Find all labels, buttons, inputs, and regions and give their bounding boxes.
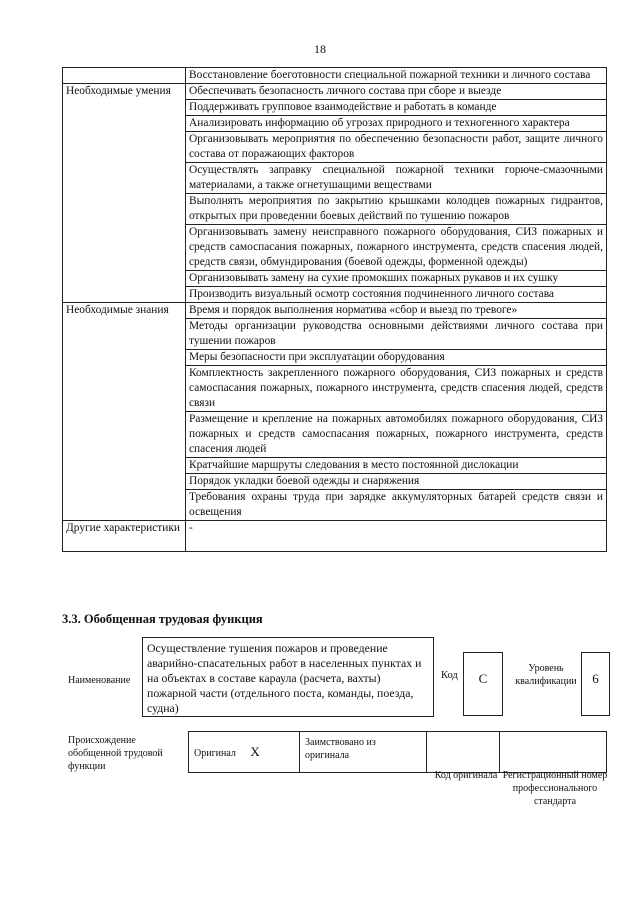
reg-number-cell bbox=[500, 732, 607, 773]
skills-label: Необходимые умения bbox=[63, 84, 186, 303]
table-cell: Восстановление боеготовности специальной пожарной техники и личного состава bbox=[186, 68, 607, 84]
other-value: - bbox=[186, 521, 607, 552]
original-cell bbox=[189, 732, 300, 773]
knowledge-item: Методы организации руководства основными действиями личного состава при тушении пожаров bbox=[186, 319, 607, 350]
requirements-table bbox=[62, 67, 607, 552]
knowledge-item: Меры безопасности при эксплуатации оборудования bbox=[186, 350, 607, 366]
skill-item: Анализировать информацию об угрозах природного и техногенного характера bbox=[186, 116, 607, 132]
skill-item: Организовывать мероприятия по обеспечению безопасности работ, защите личного состава от поражающих факторов bbox=[186, 132, 607, 163]
code-box bbox=[463, 652, 503, 716]
table-row bbox=[63, 84, 607, 100]
section-title: 3.3. Обобщенная трудовая функция bbox=[62, 612, 263, 626]
skill-item: Выполнять мероприятия по закрытию крышками колодцев пожарных гидрантов, открытых при проведении боевых действий по тушению пожаров bbox=[186, 194, 607, 225]
skill-item: Обеспечивать безопасность личного состава при сборе и выезде bbox=[186, 84, 607, 100]
page-number: 18 bbox=[314, 42, 326, 56]
skill-item: Поддерживать групповое взаимодействие и работать в команде bbox=[186, 100, 607, 116]
knowledge-item: Комплектность закрепленного пожарного оборудования, СИЗ пожарных и средств самоспасания пожарных, пожарного инструмента, средств спасения людей, средств связи bbox=[186, 366, 607, 412]
skill-item: Организовывать замену на сухие промокших пожарных рукавов и их сушку bbox=[186, 271, 607, 287]
origin-label: Происхождение обобщенной трудовой функции bbox=[68, 735, 163, 772]
knowledge-item: Требования охраны труда при зарядке аккумуляторных батарей средств связи и освещения bbox=[186, 490, 607, 521]
name-label: Наименование bbox=[68, 675, 131, 686]
knowledge-item: Размещение и крепление на пожарных автомобилях пожарного оборудования, СИЗ пожарных и средств самоспасания пожарных, пожарного инструмента, средств спасения людей bbox=[186, 412, 607, 458]
skill-item: Осуществлять заправку специальной пожарной техники горюче-смазочными материалами, а также огнетушащими веществами bbox=[186, 163, 607, 194]
code-value: C bbox=[478, 671, 488, 686]
knowledge-item: Порядок укладки боевой одежды и снаряжения bbox=[186, 474, 607, 490]
name-value-box: Осуществление тушения пожаров и проведение аварийно-спасательных работ в населенных пунктах и на объектах в составе караула (расчета, вахты) пожарной части (отдельного поста, команды, поезда, судна) bbox=[142, 637, 434, 717]
skill-item: Организовывать замену неисправного пожарного оборудования, СИЗ пожарных и средств самоспасания пожарных, пожарного инструмента, средств спасения людей, средств связи, обмундирования (боевой одежды, форменной одежды) bbox=[186, 225, 607, 271]
knowledge-label: Необходимые знания bbox=[63, 303, 186, 521]
reg-number-caption: Регистрационный номер профессионального стандарта bbox=[502, 770, 608, 807]
original-code-cell bbox=[427, 732, 500, 773]
empty-label-cell bbox=[63, 68, 186, 84]
other-label: Другие характеристики bbox=[63, 521, 186, 552]
level-box bbox=[581, 652, 610, 716]
table-row bbox=[189, 732, 607, 773]
original-mark: X bbox=[250, 744, 260, 759]
original-code-caption: Код оригинала bbox=[434, 770, 498, 781]
table-row bbox=[63, 68, 607, 84]
borrowed-cell: Заимствовано из оригинала bbox=[300, 732, 427, 773]
knowledge-item: Время и порядок выполнения норматива «сбор и выезд по тревоге» bbox=[186, 303, 607, 319]
code-label: Код bbox=[441, 670, 458, 681]
knowledge-item: Кратчайшие маршруты следования в место постоянной дислокации bbox=[186, 458, 607, 474]
skill-item: Производить визуальный осмотр состояния подчиненного личного состава bbox=[186, 287, 607, 303]
level-label: Уровень квалификации bbox=[515, 663, 577, 687]
original-label: Оригинал bbox=[194, 748, 236, 759]
origin-table bbox=[188, 731, 607, 773]
level-value: 6 bbox=[592, 671, 599, 686]
table-row bbox=[63, 521, 607, 552]
table-row bbox=[63, 303, 607, 319]
